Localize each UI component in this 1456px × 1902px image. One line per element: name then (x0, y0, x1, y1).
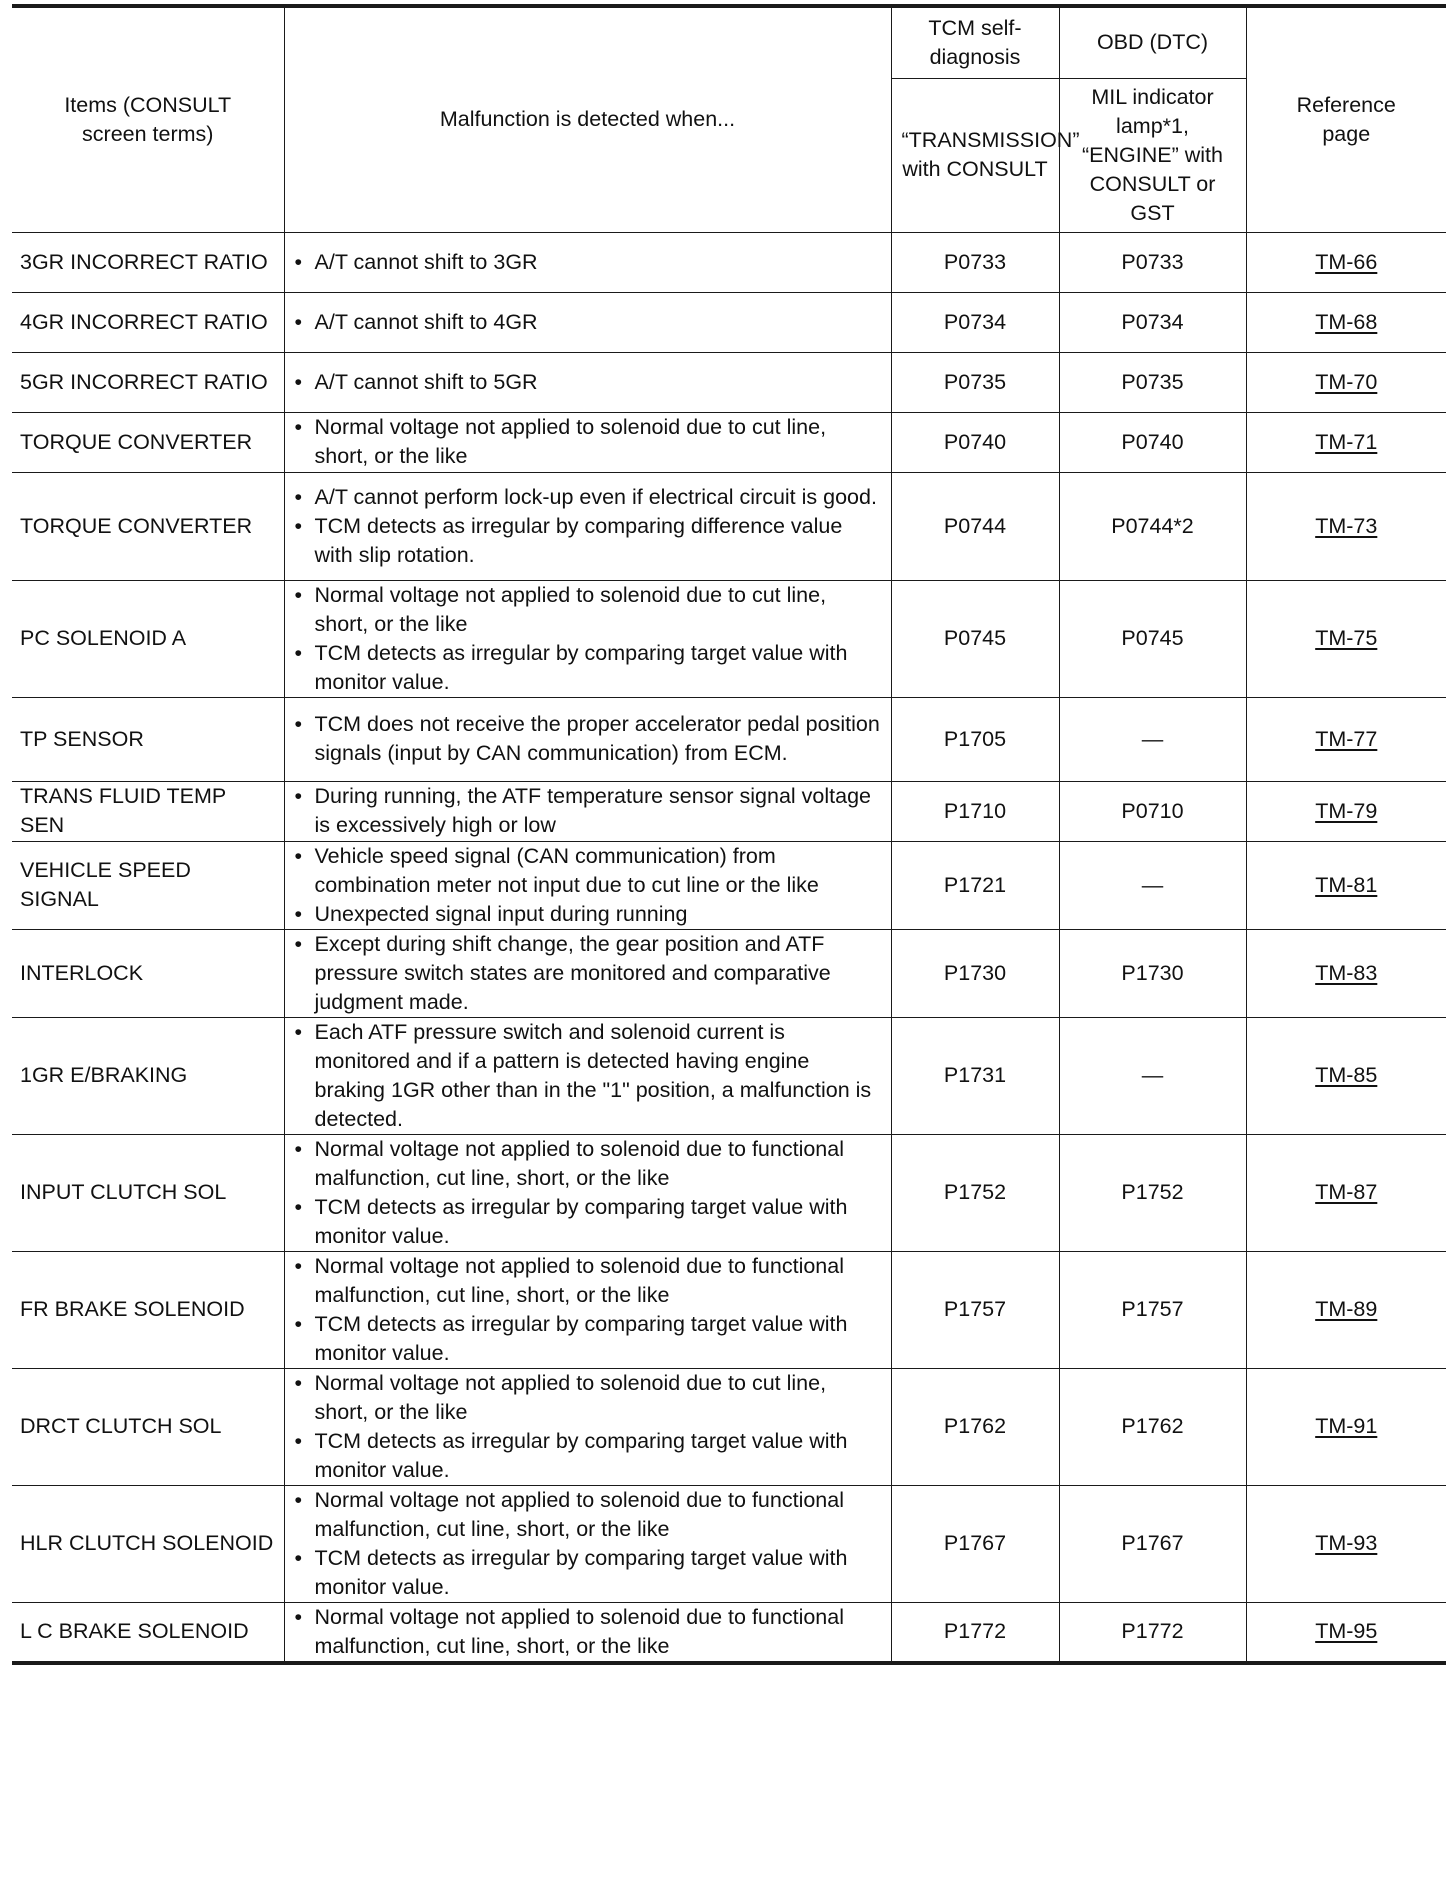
condition-item (293, 1018, 883, 1134)
condition-item (293, 581, 883, 639)
table-header (12, 6, 1446, 232)
table-row (12, 1602, 1446, 1663)
reference-cell (1246, 697, 1446, 781)
header-items: Items (CONSULT screen terms) (12, 6, 284, 232)
tcm-dtc-code: P0745 (891, 580, 1059, 697)
item-name: 1GR E/BRAKING (12, 1017, 284, 1134)
condition-item (293, 368, 883, 397)
reference-cell (1246, 1017, 1446, 1134)
item-name: 4GR INCORRECT RATIO (12, 292, 284, 352)
table-row (12, 292, 1446, 352)
reference-cell (1246, 1602, 1446, 1663)
condition-item (293, 710, 883, 768)
condition-item (293, 308, 883, 337)
condition-list (293, 413, 883, 471)
reference-link[interactable]: TM-68 (1315, 309, 1378, 334)
reference-cell (1246, 232, 1446, 292)
obd-dtc-code: P0733 (1059, 232, 1246, 292)
item-name: 3GR INCORRECT RATIO (12, 232, 284, 292)
tcm-dtc-code: P0735 (891, 352, 1059, 412)
malfunction-condition (284, 1602, 891, 1663)
condition-text: TCM does not receive the proper accelerator pedal position signals (input by CAN communication) from ECM. (314, 712, 880, 765)
reference-link[interactable]: TM-79 (1315, 798, 1378, 823)
reference-cell (1246, 1134, 1446, 1251)
tcm-dtc-code: P0733 (891, 232, 1059, 292)
condition-item (293, 248, 883, 277)
item-name: PC SOLENOID A (12, 580, 284, 697)
malfunction-condition (284, 697, 891, 781)
table-row (12, 412, 1446, 472)
table-row (12, 352, 1446, 412)
table-row (12, 929, 1446, 1017)
obd-dtc-code: P1772 (1059, 1602, 1246, 1663)
bullet-icon: • (294, 249, 303, 274)
malfunction-condition (284, 1368, 891, 1485)
malfunction-condition (284, 1017, 891, 1134)
condition-text: TCM detects as irregular by comparing target value with monitor value. (314, 1311, 848, 1365)
table-row (12, 1368, 1446, 1485)
item-name: INTERLOCK (12, 929, 284, 1017)
reference-link[interactable]: TM-71 (1315, 429, 1378, 454)
reference-cell (1246, 929, 1446, 1017)
bullet-icon: • (294, 1136, 303, 1161)
obd-dtc-code: P0710 (1059, 781, 1246, 841)
condition-text: Unexpected signal input during running (314, 901, 688, 926)
condition-list (293, 1486, 883, 1602)
table-row (12, 1134, 1446, 1251)
bullet-icon: • (294, 1370, 303, 1395)
tcm-dtc-code: P0734 (891, 292, 1059, 352)
condition-item (293, 1193, 883, 1251)
malfunction-condition (284, 1485, 891, 1602)
condition-text: A/T cannot perform lock-up even if electrical circuit is good. (314, 484, 877, 509)
condition-item (293, 512, 883, 570)
bullet-icon: • (294, 1253, 303, 1278)
condition-item (293, 1427, 883, 1485)
obd-dtc-code: P1762 (1059, 1368, 1246, 1485)
tcm-dtc-code: P0744 (891, 472, 1059, 580)
tcm-dtc-code: P1710 (891, 781, 1059, 841)
reference-cell (1246, 472, 1446, 580)
obd-dtc-code: P0740 (1059, 412, 1246, 472)
condition-text: Normal voltage not applied to solenoid due to cut line, short, or the like (314, 582, 827, 636)
reference-link[interactable]: TM-75 (1315, 626, 1378, 650)
malfunction-condition (284, 1251, 891, 1368)
reference-cell (1246, 580, 1446, 697)
reference-cell (1246, 1251, 1446, 1368)
reference-link[interactable]: TM-70 (1315, 369, 1378, 394)
reference-link[interactable]: TM-87 (1315, 1180, 1378, 1204)
condition-item (293, 639, 883, 697)
tcm-dtc-code: P1762 (891, 1368, 1059, 1485)
obd-dtc-code: P1757 (1059, 1251, 1246, 1368)
obd-dtc-code: P0745 (1059, 580, 1246, 697)
condition-text: A/T cannot shift to 4GR (314, 309, 538, 334)
item-name: L C BRAKE SOLENOID (12, 1602, 284, 1663)
condition-text: Normal voltage not applied to solenoid due to functional malfunction, cut line, short, or the like (314, 1136, 844, 1190)
header-condition: Malfunction is detected when... (284, 6, 891, 232)
obd-dtc-code: — (1059, 841, 1246, 929)
bullet-icon: • (294, 640, 303, 665)
malfunction-condition (284, 781, 891, 841)
condition-list (293, 248, 883, 277)
item-name: TORQUE CONVERTER (12, 412, 284, 472)
condition-item (293, 930, 883, 1017)
condition-item (293, 1603, 883, 1661)
condition-text: Normal voltage not applied to solenoid due to cut line, short, or the like (314, 1370, 827, 1424)
bullet-icon: • (294, 843, 303, 868)
tcm-dtc-code: P0740 (891, 412, 1059, 472)
malfunction-condition (284, 352, 891, 412)
reference-cell (1246, 781, 1446, 841)
table-row (12, 841, 1446, 929)
reference-cell (1246, 412, 1446, 472)
reference-link[interactable]: TM-91 (1315, 1414, 1378, 1438)
condition-text: A/T cannot shift to 5GR (314, 369, 538, 394)
tcm-dtc-code: P1767 (891, 1485, 1059, 1602)
condition-list (293, 710, 883, 768)
bullet-icon: • (294, 369, 303, 394)
bullet-icon: • (294, 415, 303, 439)
obd-dtc-code: P1730 (1059, 929, 1246, 1017)
obd-dtc-code: P0734 (1059, 292, 1246, 352)
item-name: TORQUE CONVERTER (12, 472, 284, 580)
bullet-icon: • (294, 582, 303, 607)
malfunction-condition (284, 580, 891, 697)
obd-dtc-code: P0735 (1059, 352, 1246, 412)
malfunction-condition (284, 929, 891, 1017)
bullet-icon: • (294, 901, 303, 926)
condition-text: Normal voltage not applied to solenoid due to functional malfunction, cut line, short, or the like (314, 1604, 844, 1658)
dtc-table (12, 4, 1446, 1665)
bullet-icon: • (294, 784, 303, 808)
condition-text: A/T cannot shift to 3GR (314, 249, 538, 274)
condition-item (293, 1544, 883, 1602)
condition-text: TCM detects as irregular by comparing target value with monitor value. (314, 1428, 848, 1482)
item-name: INPUT CLUTCH SOL (12, 1134, 284, 1251)
obd-dtc-code: P1752 (1059, 1134, 1246, 1251)
condition-list (293, 782, 883, 840)
condition-list (293, 1252, 883, 1368)
bullet-icon: • (294, 1194, 303, 1219)
header-obd-dtc: OBD (DTC) (1059, 6, 1246, 78)
condition-list (293, 1603, 883, 1661)
condition-text: TCM detects as irregular by comparing target value with monitor value. (314, 1545, 848, 1599)
item-name: VEHICLE SPEED SIGNAL (12, 841, 284, 929)
condition-text: During running, the ATF temperature sensor signal voltage is excessively high or low (314, 784, 872, 837)
condition-item (293, 842, 883, 900)
condition-list (293, 483, 883, 570)
malfunction-condition (284, 1134, 891, 1251)
table-row (12, 1017, 1446, 1134)
condition-item (293, 1369, 883, 1427)
tcm-dtc-code: P1730 (891, 929, 1059, 1017)
table-body (12, 232, 1446, 1663)
tcm-dtc-code: P1752 (891, 1134, 1059, 1251)
obd-dtc-code: P0744*2 (1059, 472, 1246, 580)
bullet-icon: • (294, 712, 303, 736)
obd-dtc-code: — (1059, 697, 1246, 781)
condition-item (293, 1135, 883, 1193)
condition-list (293, 842, 883, 929)
malfunction-condition (284, 841, 891, 929)
header-tcm-consult: “TRANSMISSION” with CONSULT (891, 78, 1059, 232)
header-tcm-self-diagnosis: TCM self-diagnosis (891, 6, 1059, 78)
item-name: FR BRAKE SOLENOID (12, 1251, 284, 1368)
bullet-icon: • (294, 309, 303, 334)
bullet-icon: • (294, 1604, 303, 1629)
reference-link[interactable]: TM-85 (1315, 1063, 1378, 1087)
item-name: DRCT CLUTCH SOL (12, 1368, 284, 1485)
reference-link[interactable]: TM-93 (1315, 1531, 1378, 1555)
bullet-icon: • (294, 931, 303, 956)
malfunction-condition (284, 292, 891, 352)
condition-list (293, 1369, 883, 1485)
condition-text: Normal voltage not applied to solenoid due to cut line, short, or the like (314, 415, 827, 468)
item-name: HLR CLUTCH SOLENOID (12, 1485, 284, 1602)
malfunction-condition (284, 232, 891, 292)
condition-item (293, 413, 883, 471)
reference-link[interactable]: TM-81 (1315, 872, 1378, 897)
condition-text: Each ATF pressure switch and solenoid current is monitored and if a pattern is detected having engine braking 1GR other than in the "1" position, a malfunction is detected. (314, 1019, 872, 1131)
condition-item (293, 782, 883, 840)
reference-link[interactable]: TM-77 (1315, 726, 1378, 751)
condition-item (293, 1486, 883, 1544)
tcm-dtc-code: P1757 (891, 1251, 1059, 1368)
obd-dtc-code: P1767 (1059, 1485, 1246, 1602)
table-row (12, 580, 1446, 697)
reference-link[interactable]: TM-95 (1315, 1619, 1378, 1643)
condition-list (293, 581, 883, 697)
condition-list (293, 1018, 883, 1134)
reference-cell (1246, 352, 1446, 412)
obd-dtc-code: — (1059, 1017, 1246, 1134)
header-reference-page: Reference page (1246, 6, 1446, 232)
condition-list (293, 308, 883, 337)
tcm-dtc-code: P1721 (891, 841, 1059, 929)
condition-item (293, 1252, 883, 1310)
table-row (12, 1485, 1446, 1602)
tcm-dtc-code: P1705 (891, 697, 1059, 781)
bullet-icon: • (294, 1545, 303, 1570)
bullet-icon: • (294, 1487, 303, 1512)
reference-cell (1246, 841, 1446, 929)
reference-cell (1246, 292, 1446, 352)
condition-text: Normal voltage not applied to solenoid due to functional malfunction, cut line, short, or the like (314, 1253, 844, 1307)
item-name: TRANS FLUID TEMP SEN (12, 781, 284, 841)
condition-list (293, 930, 883, 1017)
header-obd-mil: MIL indicator lamp*1, “ENGINE” with CONSULT or GST (1059, 78, 1246, 232)
malfunction-condition (284, 412, 891, 472)
condition-list (293, 368, 883, 397)
bullet-icon: • (294, 1019, 303, 1044)
tcm-dtc-code: P1772 (891, 1602, 1059, 1663)
reference-link[interactable]: TM-83 (1315, 960, 1378, 985)
condition-text: Normal voltage not applied to solenoid due to functional malfunction, cut line, short, or the like (314, 1487, 844, 1541)
condition-item (293, 900, 883, 929)
bullet-icon: • (294, 1428, 303, 1453)
condition-item (293, 1310, 883, 1368)
bullet-icon: • (294, 1311, 303, 1336)
reference-cell (1246, 1485, 1446, 1602)
condition-item (293, 483, 883, 512)
condition-text: Vehicle speed signal (CAN communication) from combination meter not input due to cut line or the like (314, 843, 819, 897)
table-row (12, 697, 1446, 781)
table-row (12, 472, 1446, 580)
item-name: 5GR INCORRECT RATIO (12, 352, 284, 412)
condition-text: TCM detects as irregular by comparing difference value with slip rotation. (314, 513, 843, 567)
condition-text: TCM detects as irregular by comparing target value with monitor value. (314, 640, 848, 694)
reference-link[interactable]: TM-66 (1315, 249, 1378, 274)
reference-link[interactable]: TM-89 (1315, 1297, 1378, 1321)
table-row (12, 1251, 1446, 1368)
tcm-dtc-code: P1731 (891, 1017, 1059, 1134)
malfunction-condition (284, 472, 891, 580)
bullet-icon: • (294, 484, 303, 509)
item-name: TP SENSOR (12, 697, 284, 781)
condition-text: TCM detects as irregular by comparing target value with monitor value. (314, 1194, 848, 1248)
bullet-icon: • (294, 513, 303, 538)
table-row (12, 232, 1446, 292)
condition-list (293, 1135, 883, 1251)
reference-cell (1246, 1368, 1446, 1485)
table-row (12, 781, 1446, 841)
condition-text: Except during shift change, the gear position and ATF pressure switch states are monitored and comparative judgment made. (314, 931, 831, 1014)
reference-link[interactable]: TM-73 (1315, 513, 1378, 538)
